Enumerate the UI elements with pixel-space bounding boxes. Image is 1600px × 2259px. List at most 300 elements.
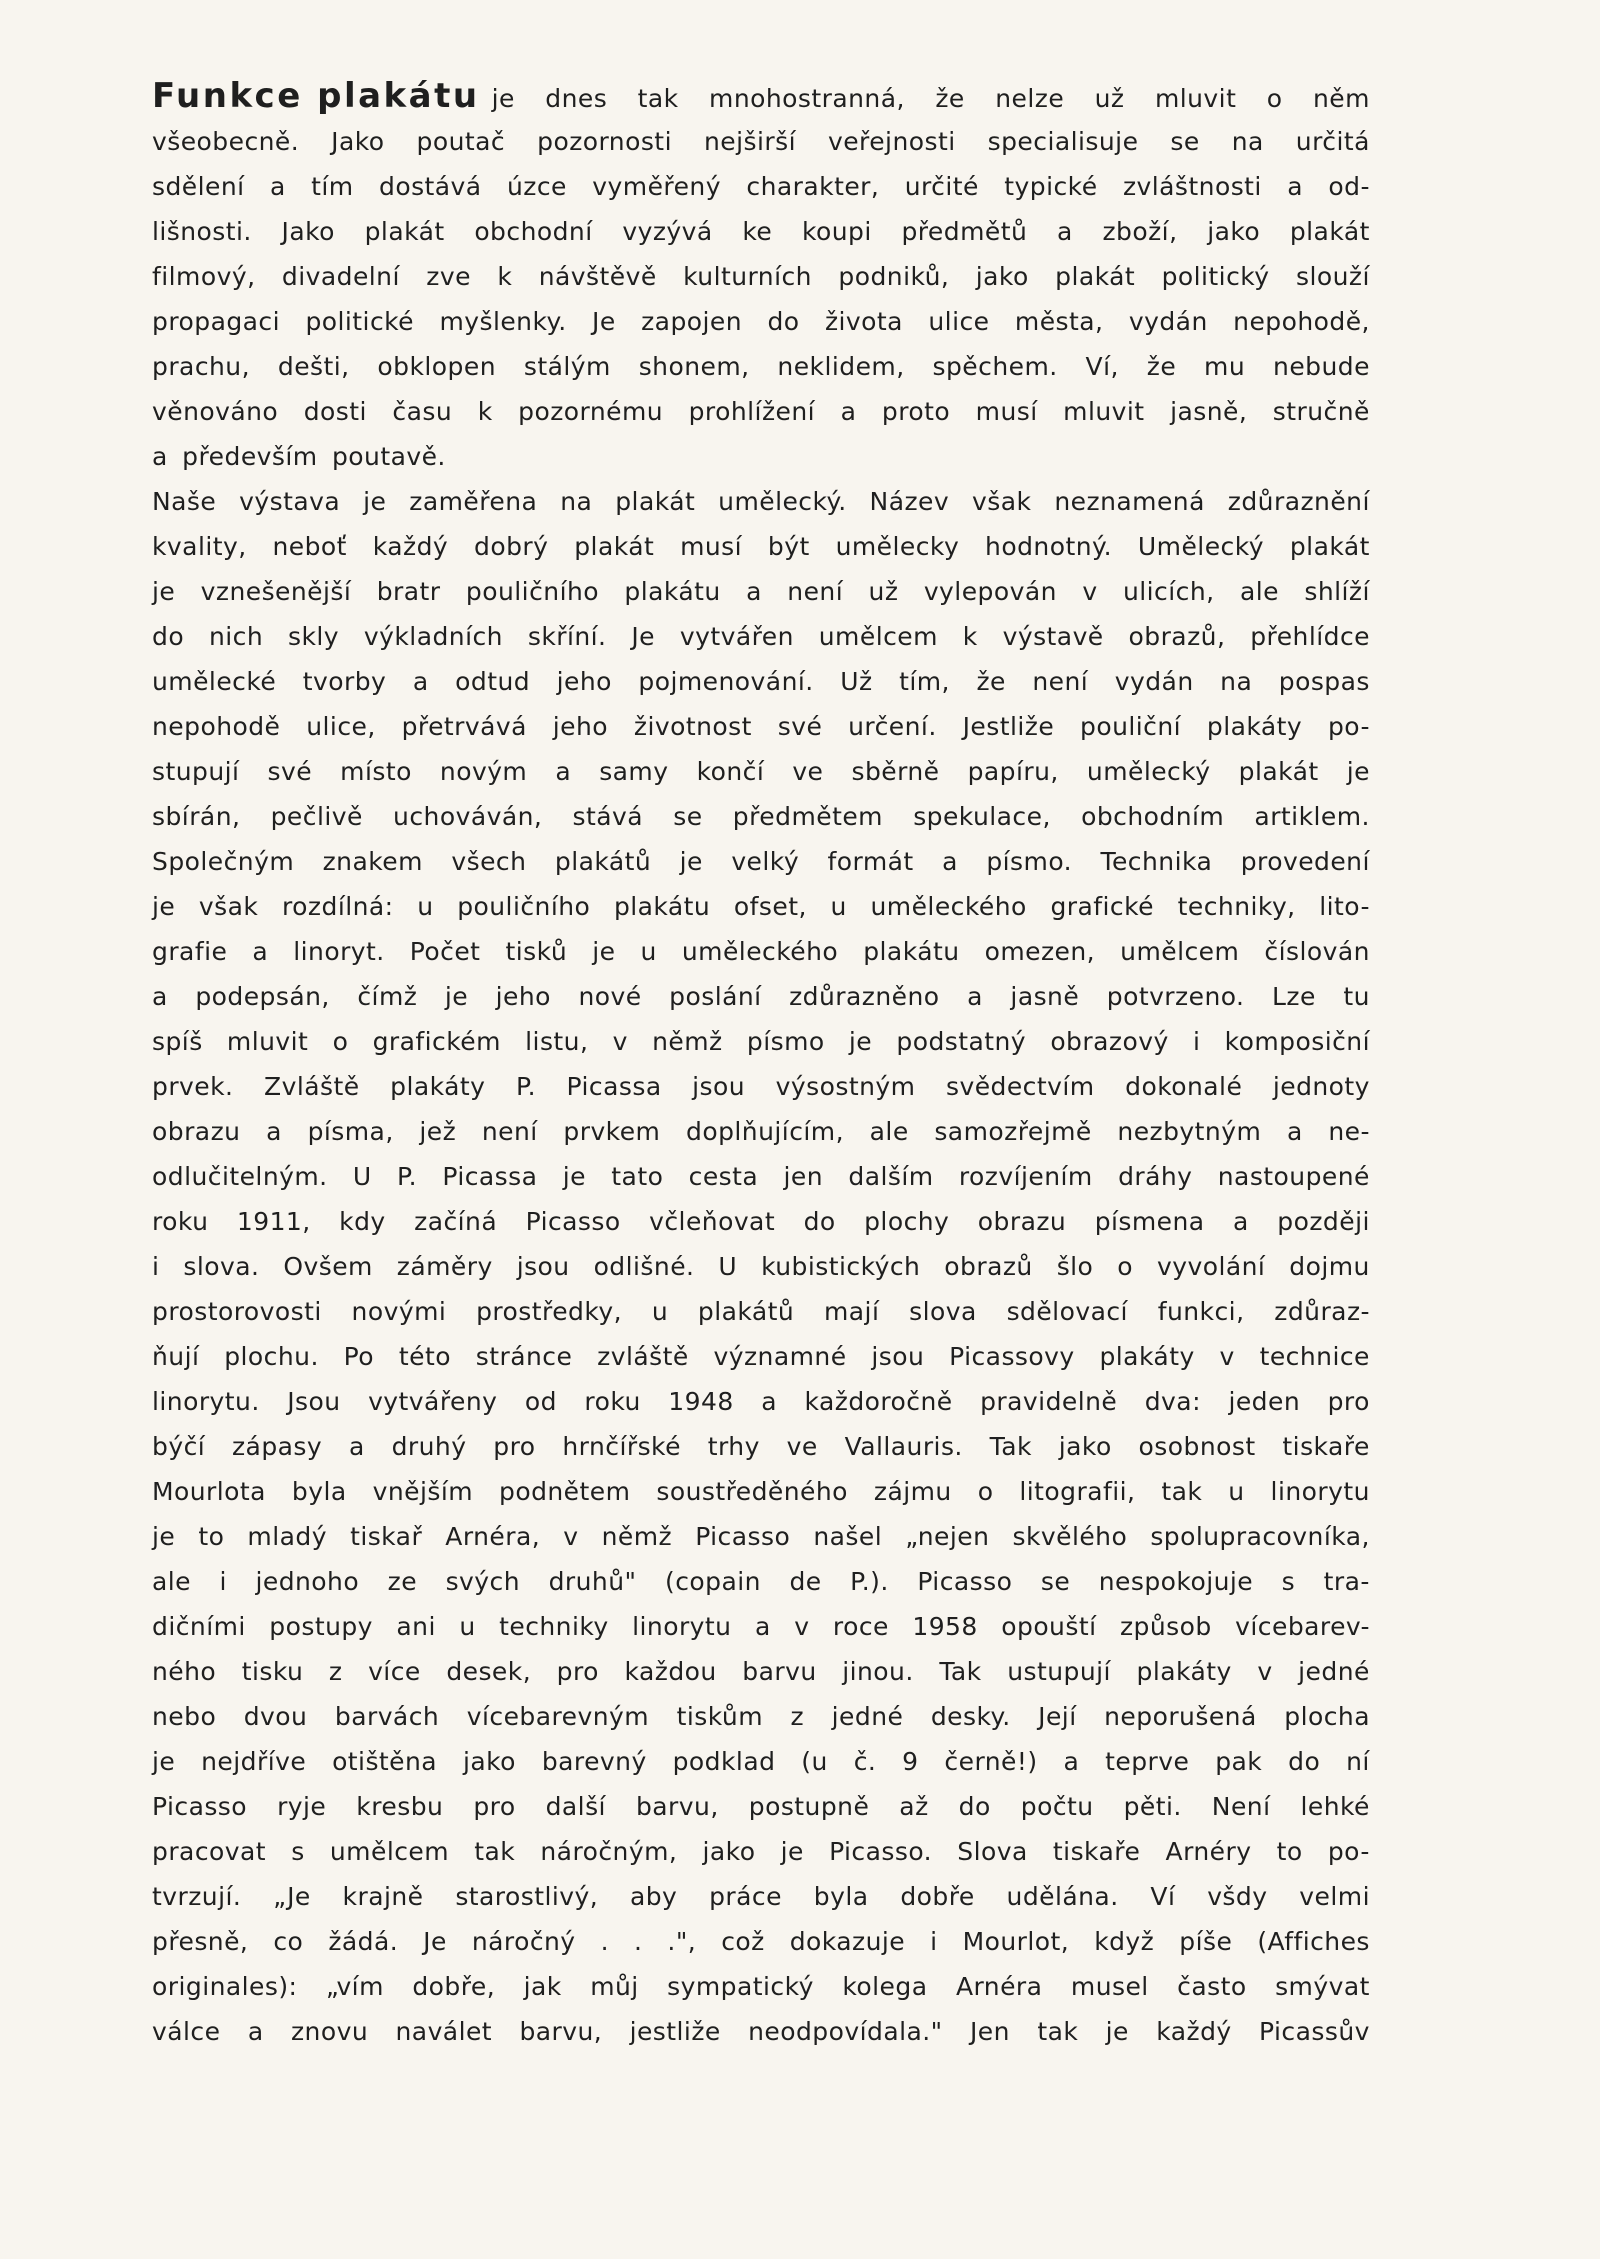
word: že: [976, 667, 1006, 696]
word: plakát: [364, 217, 445, 246]
word: tak: [1037, 2017, 1079, 2046]
word: musel: [1070, 1972, 1149, 2001]
word: svědectvím: [945, 1072, 1095, 1101]
word: propagaci: [152, 307, 281, 336]
word: zapojen: [641, 307, 743, 336]
word: Jestliže: [962, 712, 1055, 741]
word: plakátu: [624, 577, 721, 606]
word: umělecky: [835, 532, 960, 561]
word: a: [1056, 217, 1073, 246]
word: až: [899, 1792, 929, 1821]
word: a: [266, 1117, 282, 1146]
paragraph-2-line-17: [152, 1199, 1370, 1244]
word: ustupují: [1007, 1657, 1111, 1686]
word: ve: [786, 1432, 818, 1461]
word: a: [1286, 1117, 1303, 1146]
word: vznešenější: [200, 577, 352, 606]
paragraph-2-line-20: [152, 1334, 1370, 1379]
word: s: [1281, 1567, 1296, 1596]
word: životnost: [633, 712, 752, 741]
word: počtu: [1020, 1792, 1094, 1821]
word: o: [1117, 1252, 1134, 1281]
text-line-27: [152, 1244, 1370, 1289]
word: č.: [853, 1747, 877, 1776]
word: všeobecně.: [152, 127, 300, 156]
paragraph-2-line-6: [152, 704, 1370, 749]
word: místo: [340, 757, 412, 786]
word: umělcem: [1120, 937, 1240, 966]
word: to: [198, 1522, 225, 1551]
word: své: [267, 757, 313, 786]
paragraph-2-line-32: [152, 1874, 1370, 1919]
text-line-21: [152, 974, 1370, 1019]
word: dobře: [900, 1882, 975, 1911]
word: dráhy: [1118, 1162, 1193, 1191]
word: nich: [208, 622, 264, 651]
word: a: [1233, 1207, 1249, 1236]
word: U: [718, 1252, 738, 1281]
paragraph-2-line-35: [152, 2009, 1370, 2054]
text-line-20: [152, 929, 1370, 974]
word: jako: [1207, 217, 1261, 246]
word: jasně: [1010, 982, 1080, 1011]
word: i: [219, 1567, 227, 1596]
text-line-31: [152, 1424, 1370, 1469]
word: vícebarev-: [1235, 1612, 1370, 1641]
word: každý: [372, 532, 449, 561]
word: komposiční: [1224, 1027, 1370, 1056]
word: u: [417, 892, 434, 921]
word: od-: [1328, 172, 1370, 201]
word: Ví: [1150, 1882, 1176, 1911]
word: něm: [1312, 84, 1370, 113]
word: pro: [556, 1657, 599, 1686]
word: stupují: [152, 757, 240, 786]
word: prvek.: [152, 1072, 234, 1101]
word: politické: [305, 307, 415, 336]
word: pečlivě: [270, 802, 363, 831]
word: podstatný: [896, 1027, 1027, 1056]
word: jako: [975, 262, 1029, 291]
word: pěti.: [1123, 1792, 1182, 1821]
word: stručně: [1272, 397, 1370, 426]
word: jednoho: [255, 1567, 360, 1596]
word: .",: [667, 1927, 697, 1956]
word: jednoty: [1272, 1072, 1370, 1101]
word: němž: [601, 1522, 673, 1551]
word: kolega: [842, 1972, 928, 2001]
word: politický: [1161, 262, 1270, 291]
word: v: [612, 1027, 628, 1056]
word: je: [152, 1747, 176, 1776]
word: jsou: [692, 1072, 746, 1101]
word: výkladních: [363, 622, 503, 651]
text-line-35: [152, 1604, 1370, 1649]
word: určité: [904, 172, 979, 201]
word: každý: [1156, 2017, 1232, 2046]
word: nepohodě,: [1233, 307, 1370, 336]
word: pozornému: [518, 397, 664, 426]
word: Není: [1211, 1792, 1271, 1821]
word: o: [1266, 84, 1283, 113]
word: dostává: [379, 172, 482, 201]
word: aby: [629, 1882, 678, 1911]
word: dnes: [545, 84, 608, 113]
paragraph-2-line-1: [152, 479, 1370, 524]
word: desky.: [930, 1702, 1011, 1731]
text-line-8: [152, 389, 1370, 434]
word: tiskař: [350, 1522, 423, 1551]
word: linorytu: [632, 1612, 732, 1641]
word: Lze: [1272, 982, 1316, 1011]
word: co: [273, 1927, 304, 1956]
word: charakter,: [746, 172, 880, 201]
word: vydán: [1128, 307, 1208, 336]
word: tiskům: [676, 1702, 764, 1731]
word: samozřejmě: [934, 1117, 1092, 1146]
word: a: [840, 397, 857, 426]
word: písma,: [307, 1117, 394, 1146]
word: plochy: [864, 1207, 950, 1236]
word: vytvářeny: [368, 1387, 498, 1416]
word: ale: [869, 1117, 909, 1146]
word: plakáty: [1099, 1342, 1195, 1371]
word: grafickém: [372, 1027, 501, 1056]
word: rozvíjením: [958, 1162, 1093, 1191]
word: němž: [652, 1027, 723, 1056]
paragraph-1-line-3: [152, 164, 1370, 209]
word: tisků: [505, 937, 568, 966]
word: Picasso: [695, 1522, 791, 1551]
text-line-1: [152, 74, 1370, 119]
word: Technika: [1100, 847, 1213, 876]
word: „nejen: [905, 1522, 990, 1551]
word: tiskaře: [1052, 1837, 1141, 1866]
word: pro: [473, 1792, 516, 1821]
word: plakátu: [863, 937, 960, 966]
word: udělána.: [1006, 1882, 1119, 1911]
word: tak: [637, 84, 679, 113]
word: plocha: [1284, 1702, 1370, 1731]
paragraph-2-line-11: [152, 929, 1370, 974]
word: a: [252, 937, 269, 966]
word: linorytu.: [152, 1387, 260, 1416]
word: končí: [696, 757, 765, 786]
word: písmo: [746, 1027, 825, 1056]
word: mnohostranná,: [709, 84, 905, 113]
word: kulturních: [683, 262, 812, 291]
word: Je: [592, 307, 616, 336]
word: a: [269, 172, 286, 201]
word: neporušená: [1104, 1702, 1257, 1731]
word: soustředěného: [656, 1477, 848, 1506]
text-line-28: [152, 1289, 1370, 1334]
text-line-36: [152, 1649, 1370, 1694]
word: desek,: [446, 1657, 532, 1686]
word: Tak: [939, 1657, 982, 1686]
text-line-44: [152, 2009, 1370, 2054]
word: funkci,: [1157, 1297, 1245, 1326]
word: tu: [1343, 982, 1370, 1011]
word: zvláštnosti: [1122, 172, 1262, 201]
word: prostředky,: [476, 1297, 623, 1326]
word: je: [444, 982, 469, 1011]
word: P.).: [850, 1567, 889, 1596]
word: píše: [1179, 1927, 1233, 1956]
word: mluvit: [1154, 84, 1237, 113]
word: pouliční: [1080, 712, 1182, 741]
word: krajně: [342, 1882, 424, 1911]
word: novými: [351, 1297, 447, 1326]
word: 1948: [668, 1387, 734, 1416]
word: skříní.: [527, 622, 607, 651]
word: z: [790, 1702, 805, 1731]
text-line-26: [152, 1199, 1370, 1244]
word: ofset,: [733, 892, 807, 921]
word: pouličního: [465, 577, 599, 606]
word: hodnotný.: [985, 532, 1113, 561]
word: že: [935, 84, 965, 113]
word: města,: [1014, 307, 1104, 336]
word: jsou: [871, 1342, 925, 1371]
paragraph-1-line-8: [152, 389, 1370, 434]
word: dalším: [848, 1162, 934, 1191]
word: přetrvává: [401, 712, 527, 741]
word: uchováván,: [393, 802, 543, 831]
word: je: [363, 487, 387, 516]
word: obrazů,: [1128, 622, 1226, 651]
word: nelze: [995, 84, 1065, 113]
word: zápasy: [231, 1432, 323, 1461]
word: náročný: [471, 1927, 576, 1956]
paragraph-2-line-10: [152, 884, 1370, 929]
word: k: [497, 262, 513, 291]
word: na: [1220, 667, 1253, 696]
word: skly: [287, 622, 340, 651]
word: Naše: [152, 487, 217, 516]
paragraph-2-line-4: [152, 614, 1370, 659]
word: znakem: [322, 847, 423, 876]
word: artiklem.: [1254, 802, 1370, 831]
article-text: [152, 74, 1370, 2054]
word: po-: [1327, 712, 1370, 741]
word: ani: [396, 1612, 436, 1641]
word: u: [1228, 1477, 1245, 1506]
word: Je: [631, 622, 655, 651]
word: tak: [1161, 1477, 1203, 1506]
word: Picassovy: [949, 1342, 1075, 1371]
word: ryje: [277, 1792, 327, 1821]
word: a: [247, 2017, 264, 2046]
text-line-43: [152, 1964, 1370, 2009]
paragraph-2-line-16: [152, 1154, 1370, 1199]
word: papíru,: [967, 757, 1059, 786]
word: trhy: [707, 1432, 760, 1461]
word: zaměřena: [409, 487, 538, 516]
word: obklopen: [377, 352, 496, 381]
word: tak: [474, 1837, 516, 1866]
word: zve: [426, 262, 471, 291]
word: a: [348, 1432, 365, 1461]
word: skvělého: [1012, 1522, 1128, 1551]
word: dokonalé: [1125, 1072, 1243, 1101]
word: plakát: [1238, 757, 1319, 786]
word: teprve: [1105, 1747, 1190, 1776]
paragraph-1-line-1: [492, 76, 1370, 121]
word: u: [830, 892, 847, 921]
word: dva:: [1144, 1387, 1201, 1416]
text-line-5: [152, 254, 1370, 299]
word: kresbu: [356, 1792, 444, 1821]
word: shonem,: [638, 352, 750, 381]
word: této: [398, 1342, 451, 1371]
word: linorytu: [1270, 1477, 1370, 1506]
word: do: [152, 622, 185, 651]
word: linoryt.: [293, 937, 385, 966]
word: kdy: [339, 1207, 386, 1236]
word: tvorby: [302, 667, 387, 696]
word: není: [787, 577, 844, 606]
word: velký: [731, 847, 800, 876]
word: umělcem: [329, 1837, 450, 1866]
word: Arnéra,: [445, 1522, 541, 1551]
word: vydán: [1114, 667, 1194, 696]
word: v: [794, 1612, 810, 1641]
word: každou: [624, 1657, 717, 1686]
word: jeho: [495, 982, 551, 1011]
paragraph-2-line-34: [152, 1964, 1370, 2009]
word: žádá.: [328, 1927, 399, 1956]
word: nespokojuje: [1098, 1567, 1254, 1596]
text-line-12: [152, 569, 1370, 614]
word: obrazový: [1050, 1027, 1169, 1056]
paragraph-1-line-5: [152, 254, 1370, 299]
word: odtud: [455, 667, 531, 696]
text-line-17: [152, 794, 1370, 839]
word: plakát: [1289, 217, 1370, 246]
word: zboží,: [1102, 217, 1178, 246]
word: Společným: [152, 847, 295, 876]
word: Picasso.: [829, 1837, 933, 1866]
word: znovu: [290, 2017, 369, 2046]
word: Zvláště: [264, 1072, 360, 1101]
word: rozdílná:: [282, 892, 394, 921]
word: barevný: [541, 1747, 647, 1776]
text-line-33: [152, 1514, 1370, 1559]
word: ulice: [928, 307, 990, 336]
word: jeho: [556, 667, 612, 696]
word: Ví,: [1085, 352, 1119, 381]
word: na: [1231, 127, 1264, 156]
word: technice: [1259, 1342, 1370, 1371]
word: roce: [832, 1612, 889, 1641]
word: plakáty: [1206, 712, 1303, 741]
word: svých: [445, 1567, 521, 1596]
word: (Affiches: [1257, 1927, 1370, 1956]
word: smývat: [1275, 1972, 1370, 2001]
word: s: [291, 1837, 305, 1866]
word: když: [1094, 1927, 1155, 1956]
word: jestliže: [629, 2017, 721, 2046]
word: opouští: [1001, 1612, 1097, 1641]
word: ke: [742, 217, 773, 246]
word: Mourlota: [152, 1477, 266, 1506]
word: P.: [515, 1072, 536, 1101]
word: vyzývá: [622, 217, 713, 246]
word: originales):: [152, 1972, 298, 2001]
word: z: [328, 1657, 343, 1686]
text-line-9: [152, 434, 1370, 479]
word: .: [634, 1927, 643, 1956]
text-line-6: [152, 299, 1370, 344]
text-line-23: [152, 1064, 1370, 1109]
word: tím: [311, 172, 354, 201]
paragraph-2-line-22: [152, 1424, 1370, 1469]
word: věnováno: [152, 397, 279, 426]
word: roku: [152, 1207, 209, 1236]
word: a: [555, 757, 572, 786]
word: spíš: [152, 1027, 203, 1056]
text-line-22: [152, 1019, 1370, 1064]
word: ného: [152, 1657, 217, 1686]
word: plakát: [1289, 532, 1370, 561]
word: v: [1257, 1657, 1273, 1686]
word: nebo: [152, 1702, 217, 1731]
word: výsostným: [775, 1072, 916, 1101]
word: u: [651, 1297, 669, 1326]
word: je: [152, 892, 176, 921]
word: jsou: [516, 1252, 570, 1281]
paragraph-2-line-3: [152, 569, 1370, 614]
word: litografii,: [1019, 1477, 1136, 1506]
word: prvkem: [563, 1117, 661, 1146]
word: pospas: [1278, 667, 1370, 696]
word: se: [673, 802, 703, 831]
word: Picassův: [1259, 2017, 1370, 2046]
word: a: [942, 847, 958, 876]
word: a: [967, 982, 983, 1011]
paragraph-2-line-14: [152, 1064, 1370, 1109]
paragraph-2-line-30: [152, 1784, 1370, 1829]
text-line-3: [152, 164, 1370, 209]
word: a: [754, 1612, 771, 1641]
word: od: [524, 1387, 557, 1416]
word: dojmu: [1289, 1252, 1370, 1281]
word: není: [481, 1117, 538, 1146]
word: dobře,: [412, 1972, 496, 2001]
word: všech: [451, 847, 527, 876]
paragraph-2-line-2: [152, 524, 1370, 569]
word: sdělení: [152, 172, 245, 201]
word: do: [1288, 1747, 1321, 1776]
text-line-34: [152, 1559, 1370, 1604]
word: techniky,: [1177, 892, 1296, 921]
word: stránce: [475, 1342, 573, 1371]
word: dobrý: [474, 532, 549, 561]
word: vyměřený: [592, 172, 721, 201]
word: Název: [869, 487, 950, 516]
word: čímž: [357, 982, 418, 1011]
word: mluvit: [226, 1027, 309, 1056]
paragraph-2-line-15: [152, 1109, 1370, 1154]
word: velmi: [1299, 1882, 1370, 1911]
word: musí: [975, 397, 1038, 426]
word: Její: [1038, 1702, 1077, 1731]
paragraph-1-line-9: a především poutavě.: [152, 442, 446, 471]
word: P.: [396, 1162, 418, 1191]
word: ale: [152, 1567, 191, 1596]
word: uměleckého: [870, 892, 1027, 921]
